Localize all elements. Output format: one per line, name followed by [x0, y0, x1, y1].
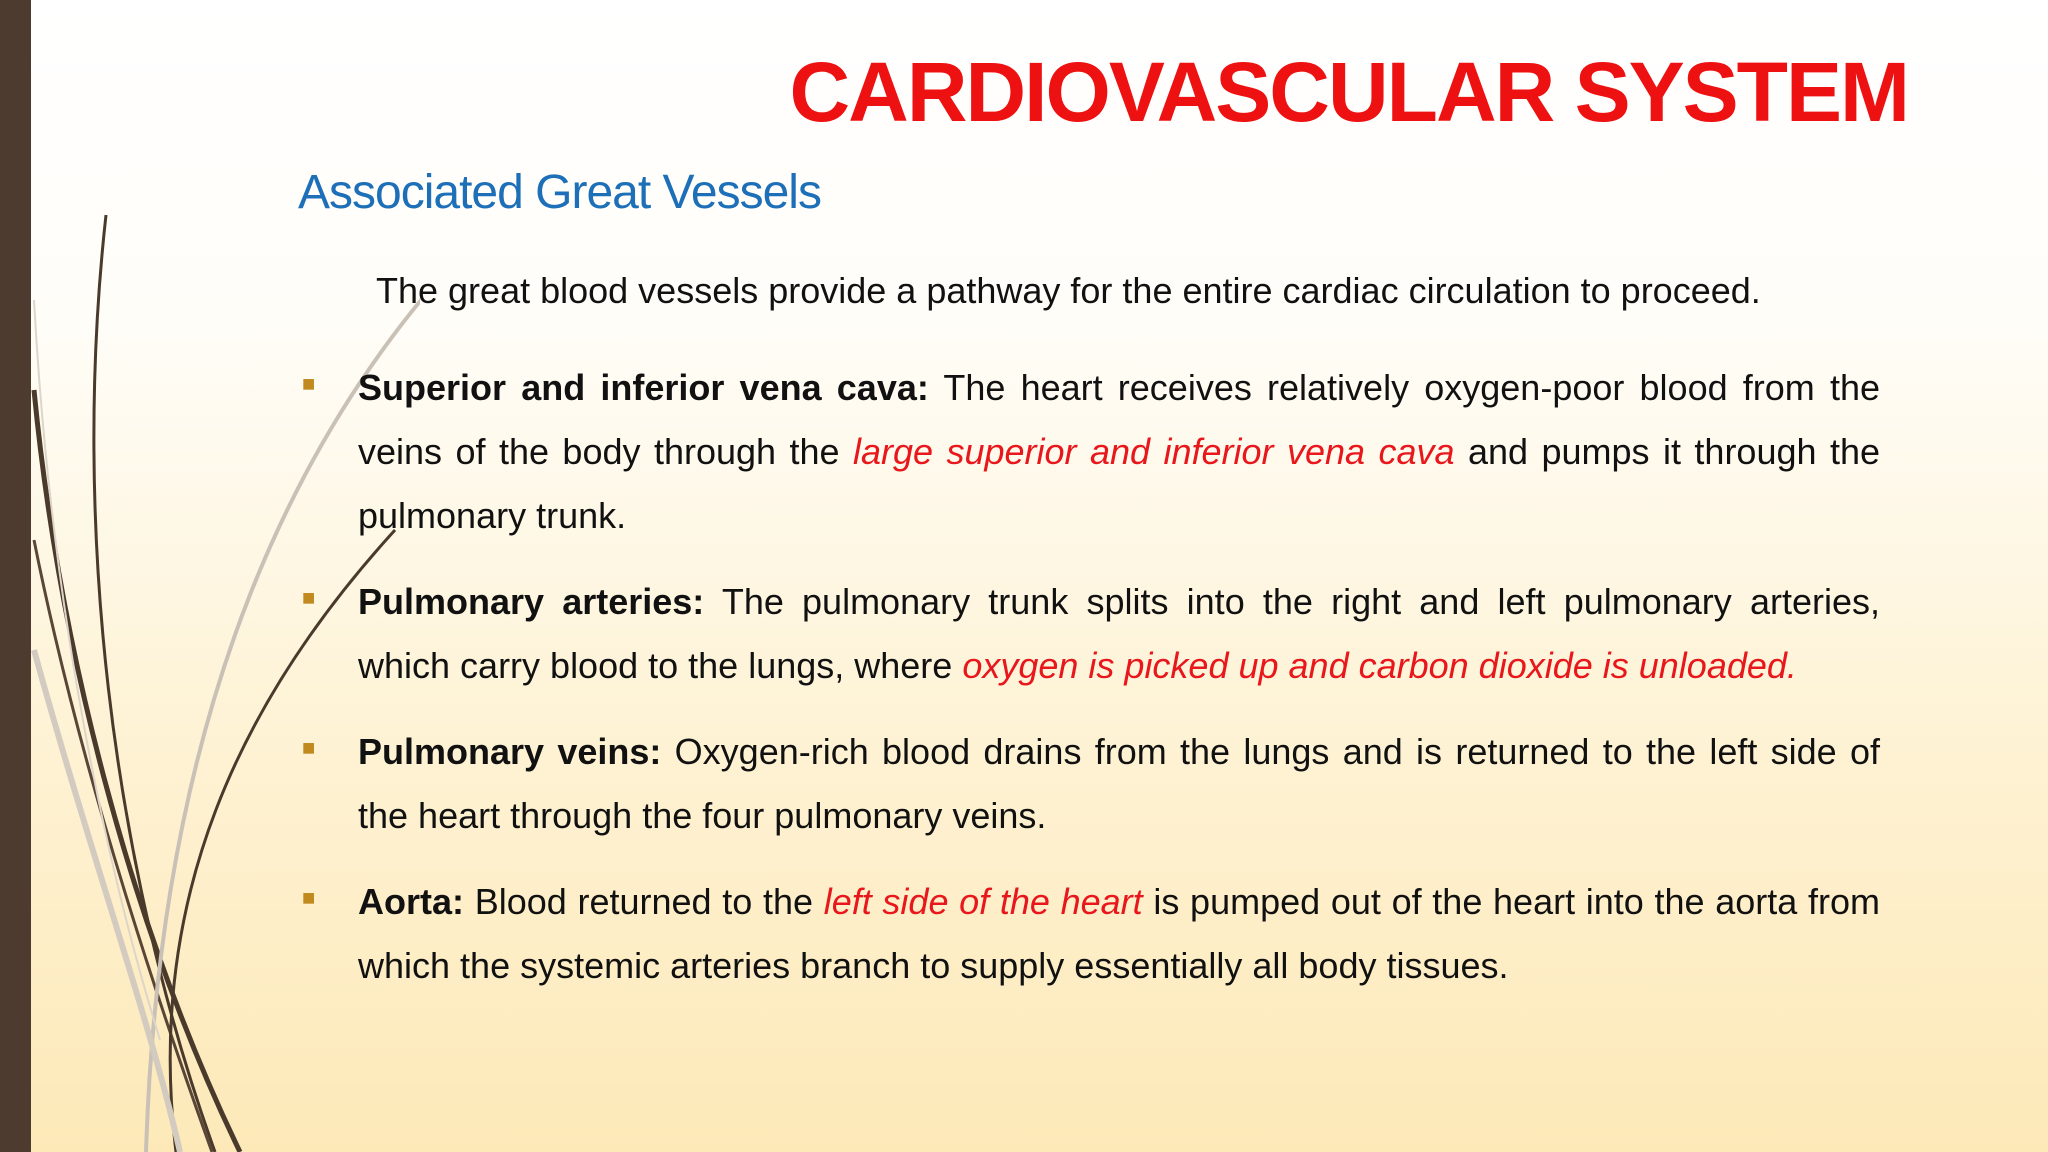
intro-text: The great blood vessels provide a pathway for the entire cardiac circulation to proceed.	[376, 270, 1761, 311]
bullet-text: Blood returned to the	[464, 881, 824, 922]
bullet-text: The heart receives relatively oxygen-poor blood from the veins of the body through the	[358, 367, 1881, 472]
bullet-highlight: large superior and inferior vena cava	[852, 431, 1455, 472]
swoosh-line-6	[34, 650, 180, 1152]
bullet-item-aorta	[298, 870, 1880, 998]
bullet-item-pulmonary-veins	[298, 720, 1880, 848]
swoosh-line-7	[34, 300, 160, 1040]
square-bullet-icon: ■	[302, 885, 316, 910]
bullet-highlight: left side of the heart	[823, 881, 1143, 922]
slide-title: CARDIOVASCULAR SYSTEM	[789, 45, 1908, 139]
slide-subtitle: Associated Great Vessels	[298, 166, 821, 219]
bullet-term: Pulmonary arteries:	[358, 581, 705, 622]
bullet-term: Aorta:	[358, 881, 464, 922]
bullet-highlight: oxygen is picked up and carbon dioxide is unloaded.	[962, 645, 1797, 686]
bullet-text-end: is pumped out of the heart into the aorta from which the systemic arteries branch to supply essentially all body tissues.	[358, 881, 1880, 986]
bullet-text-end: and pumps it through the pulmonary trunk.	[358, 431, 1881, 536]
bullet-term: Pulmonary veins:	[358, 731, 662, 772]
square-bullet-icon: ■	[302, 371, 316, 396]
swoosh-line-2	[34, 390, 240, 1152]
bullet-term: Superior and inferior vena cava:	[358, 367, 929, 408]
bullet-list	[298, 356, 1880, 1020]
bullet-text: Oxygen-rich blood drains from the lungs and is returned to the left side of the heart through the four pulmonary veins.	[358, 731, 1881, 836]
bullet-item-pulmonary-arteries	[298, 570, 1880, 698]
square-bullet-icon: ■	[302, 585, 316, 610]
square-bullet-icon: ■	[302, 735, 316, 760]
bullet-item-vena-cava	[298, 356, 1880, 548]
bullet-text: The pulmonary trunk splits into the right and left pulmonary arteries, which carry blood to the lungs, where	[358, 581, 1881, 686]
